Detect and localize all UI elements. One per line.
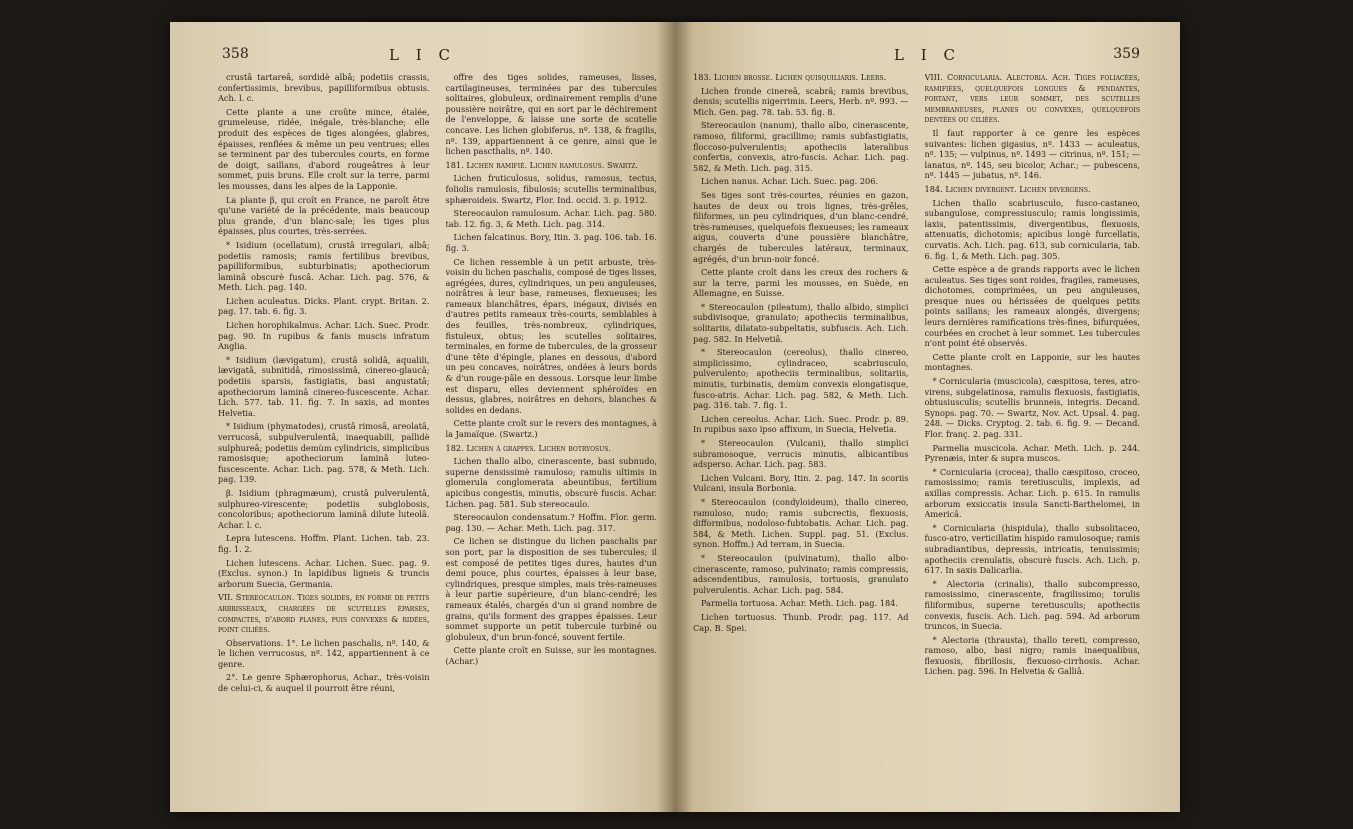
paragraph: β. Isidium (phragmæum), crustâ pulverulentâ, sulphureo-virescente; podetiis subglobosis, concoloribus; apotheciorum laminâ dilute luteolâ. Achar. l. c. [218,487,430,530]
paragraph: Cette plante croît sur le revers des montagnes, à la Jamaïque. (Swartz.) [445,418,657,439]
paragraph: Cette plante croît en Lapponie, sur les hautes montagnes. [924,351,1140,373]
paragraph: Lichen nanus. Achar. Lich. Suec. pag. 206. [701,176,879,187]
right-column-2 [925,72,1141,784]
paragraph: Cette plante a une croûte mince, étalée, grumeleuse, ridée, inégale, très-blanche; elle produit des espèces de tiges alongées, glabres, épaisses, renflées & même un peu ventrues; elles se terminent par des tubercules courts, en forme de doigt, saillans, d'abord rougeâtres à leur sommet, puis bruns. Elle croît sur la terre, parmi les mousses, dans les alpes de la Lapponie. [218,106,430,191]
paragraph: Stereocaulon condensatum.? Hoffm. Flor. germ. pag. 130. — Achar. Meth. Lich. pag. 317. [445,512,657,533]
paragraph: Ce lichen ressemble à un petit arbuste, très-voisin du lichen paschalis, composé de tiges lisses, agrégées, dures, cylindriques, un peu anguleuses, noirâtres à leur base, rameuses, flexueuses; les rameaux blanchâtres, épars, inégaux, divisés en d'autres petits rameaux très-courts, semblables à des feuilles, très-nombreux, cylindriques, fistuleux, obtus; les scutelles solitaires, terminales, en forme de tubercules, de la grosseur d'une tête d'épingle, planes en dessous, d'abord un peu concaves, noirâtres, ondées à leurs bords & d'un rouge-pâle en dessous. Lorsque leur limbe est disparu, elles deviennent sphéroïdes en dessus, glabres, noirâtres en dehors, blanches & solides en dedans. [445,256,657,415]
paragraph: * Cornicularia (muscicola), cæspitosa, teres, atro-virens, subgelatinosa, ramulis flexuosis, fastigiatis, obtusiusculis; scutellis brunneis, integris. Decand. Synops. pag. 70. — Swartz, Nov. Act. Upsal. 4. pag. 248. — Dicks. Cryptog. 2. tab. 6. fig. 9. — Decand. Flor. franç. 2. pag. 331. [924,376,1140,439]
paragraph: Observations. 1°. Le lichen paschalis, nº. 140, & le lichen verrucosus, nº. 142, appartiennent à ce genre. [218,637,430,669]
left-page [170,22,675,812]
paragraph: 2°. Le genre Sphærophorus, Achar., très-voisin de celui-ci, & auquel il pourroit être réuni, [218,672,430,694]
paragraph: * Cornicularia (crocea), thallo cæspitoso, croceo, ramosissimo; ramis teretiusculis, implexis, ad axillas compressis. Achar. Lich. p. 615. In ramulis arborum exsiccatis insula Sancti-Barthelomei, in Americâ. [924,466,1140,520]
entry-heading: 183. Lichen brosse. Lichen quisquiliaris. Leers. [693,72,887,82]
paragraph: * Alectoria (crinalis), thallo subcompresso, ramosissimo, cinerascente, fragilissimo; torulis filiformibus, superne teretiusculis; apotheciis convexis, fuscis. Ach. Lich. pag. 594. Ad arborum truncos, in Suecia. [924,578,1140,632]
right-running-title: L I C [894,46,961,64]
paragraph: Lichen horophikalmus. Achar. Lich. Suec. Prodr. pag. 90. In rupibus & fanis muscis infratum Anglia. [218,320,430,352]
paragraph: offre des tiges solides, rameuses, lisses, cartilagineuses, terminées par des tubercules solitaires, globuleux, ordinairement remplis d'une poussière noirâtre, qui en sort par le déchirement de l'enveloppe, & laisse une sorte de scutelle concave. Les lichen globiferus, nº. 138, & fragilis, nº. 139, appartiennent à ce genre, ainsi que le lichen pascthalis, nº. 140. [445,72,657,157]
paragraph: Lichen Vulcani. Bory, Itin. 2. pag. 147. In scoriis Vulcani, insula Borbonia. [693,472,909,494]
paragraph: Cette espèce a de grands rapports avec le lichen aculeatus. Ses tiges sont roides, fragiles, rameuses, dichotomes, comprimées, un peu anguleuses, presque nues ou hérissées de quelques petits points saillans; les rameaux alongés, divergens; leurs dernières ramifications très-fines, bifurquées, courbées en crochet à leur sommet. Les tubercules n'ont point été observés. [924,264,1140,349]
paragraph: Cette plante croît dans les creux des rochers & sur la terre, parmi les mousses, en Suède, en Allemagne, en Suisse. [693,267,909,299]
paragraph: Il faut rapporter à ce genre les espèces suivantes: lichen gigasius, nº. 1433 — aculeatus, nº. 135; — vulpinus, nº. 1493 — citrinus, nº. 151; — lanatus, nº. 145, seu bicolor, Achar.; — pubescens, nº. 1445 — jubatus, nº. 146. [924,127,1140,181]
paragraph: * Stereocaulon (Vulcani), thallo simplici subramosoque, verrucis minutis, albicantibus adsperso. Achar. Lich. pag. 583. [693,438,909,470]
paragraph: Lichen aculeatus. Dicks. Plant. crypt. Britan. 2. pag. 17. tab. 6. fig. 3. [218,295,430,317]
paragraph: Lichen fronde cinereâ, scabrâ; ramis brevibus, densis; scutellis nigerrimis. Leers, Herb. nº. 993. — Mich. Gen. pag. 78. tab. 53. fig. 8. [693,85,909,117]
paragraph: crustâ tartareâ, sordidè albâ; podetiis crassis, confertissimis, brevibus, papilliformibus obtusis. Ach. l. c. [218,72,430,104]
paragraph: Lichen thallo albo, cinerascente, basi subnudo, superne densissimè ramuloso; ramulis ultimis in glomerula conglomerata abeuntibus, fertilium apicibus congestis, minutis, obscurè fuscis. Achar. Lichen. pag. 581. Sub stereocaulo. [445,456,657,509]
paragraph: * Alectoria (thrausta), thallo tereti, compresso, ramoso, albo, basi nigro; ramis inaequalibus, flexuosis, fibrillosis, flexuoso-cirrhosis. Achar. Lichen. pag. 596. In Helvetia & Galliâ. [924,634,1140,677]
left-column-1 [218,72,430,784]
paragraph: Lepra lutescens. Hoffm. Plant. Lichen. tab. 23. fig. 1. 2. [218,533,430,554]
paragraph: * Cornicularia (hispidula), thallo subsolitaceo, fusco-atro, verticillatim hispido ramulosoque; ramis subradiantibus, depressis, intricatis, tenuissimis; apotheciis crenulatis, obscurè fuscis. Ach. Lich. p. 617. In saxis Dalicarlia. [924,522,1140,576]
left-running-title: L I C [389,46,456,64]
paragraph: Lichen falcatinus. Bory, Itin. 3. pag. 106. tab. 16. fig. 3. [445,232,657,253]
paragraph: Lichen cereolus. Achar. Lich. Suec. Prodr. p. 89. In rupibus saxo ipso affixum, in Suecia, Helvetia. [693,413,909,435]
paragraph: * Stereocaulon (pileatum), thallo albido, simplici subdivisoque, granulato; apotheciis terminalibus, solitariis, dilatato-subpeltatis, subfuscis. Ach. Lich. pag. 582. In Helvetiâ. [693,301,909,344]
paragraph: Lichen tortuosus. Thunb. Prodr. pag. 117. Ad Cap. B. Spei. [693,611,909,633]
left-columns [218,72,657,784]
entry-heading: 184. Lichen divergent. Lichen divergens. [924,183,1091,194]
right-column-1 [693,72,909,784]
entry-heading: 181. Lichen ramifié. Lichen ramulosus. Swartz. [445,159,638,170]
paragraph: * Stereocaulon (condyloideum), thallo cinereo, ramuloso, nudo; ramis subcrectis, flexuosis, difformibus, nodoloso-fubtobatis. Achar. Lich. pag. 584, & Meth. Lichen. Suppl. pag. 51. (Exclus. synon. Hoffm.) Ad terram, in Suecia. [693,496,909,550]
book-spread [170,22,1180,812]
section-heading-cornicularia: VIII. Cornicularia. Alectoria. Ach. Tiges foliacées, ramifiées, quelquefois longues & pendantes, portant, vers leur sommet, des scutelles membraneuses, planes ou convexes, quelquefois dentées ou ciliées. [924,72,1140,125]
paragraph: La plante β, qui croît en France, ne paroît être qu'une variété de la précédente, mais beaucoup plus grande, d'un blanc-sale; les tiges plus épaisses, plus courtes, très-serrées. [218,194,430,237]
paragraph: * Stereocaulon (pulvinatum), thallo albo-cinerascente, ramoso, pulvinato; ramis compressis, adscendentibus, ramulosis, tortuosis, granulato pulverulentis. Achar. Lich. pag. 584. [693,552,909,595]
paragraph: Parmelia tortuosa. Achar. Meth. Lich. pag. 184. [701,598,898,609]
right-page-header [675,46,1180,68]
left-column-2 [446,72,658,784]
paragraph: Lichen fruticulosus, solidus, ramosus, tectus, foliolis ramulosis, fibulosis; scutellis terminalibus, sphæroideis. Swartz, Flor. Ind. occid. 3. p. 1912. [445,173,657,205]
paragraph: Stereocaulon ramulosum. Achar. Lich. pag. 580. tab. 12. fig. 3, & Meth. Lich. pag. 314. [445,208,657,229]
left-page-header [170,46,675,68]
paragraph: * Isidium (phymatodes), crustâ rimosâ, areolatâ, verrucosâ, subpulverulentâ, inaequabili, pallidè sulphureâ; podetiis demùm cylindricis, simplicibus ramosisque; apotheciorum laminâ luteo-fuscescente. Achar. Lich. pag. 578, & Meth. Lich. pag. 139. [218,421,430,485]
paragraph: Cette plante croît en Suisse, sur les montagnes. (Achar.) [445,645,657,666]
paragraph: Lichen thallo scabriusculo, fusco-castaneo, subangulose, compressiusculo; ramis longissimis, laxis, patentissimis, divergentibus, flexuosis, attenuatis, dichotomis; apicibus longè furcellatis, curvatis. Ach. Lich. pag. 613, sub cornicularia, tab. 6. fig. 1, & Meth. Lich. pag. 305. [924,197,1140,261]
paragraph: Stereocaulon (nanum), thallo albo, cinerascente, ramoso, filiformi, gracillimo; ramis subfastigiatis, floccoso-pulverulentis; apotheciis lateralibus confertis, convexis, atro-fuscis. Achar. Lich. pag. 582, & Meth. Lich. pag. 315. [693,120,909,173]
paragraph: * Isidium (ocellatum), crustâ irregulari, albâ; podetiis ramosis; ramis fertilibus brevibus, papilliformibus, subturbinatis; apotheciorum laminâ obscurè fuscâ. Achar. Lich. pag. 576, & Meth. Lich. pag. 140. [218,239,430,293]
paragraph: Lichen lutescens. Achar. Lichen. Suec. pag. 9. (Exclus. synon.) In lapidibus ligneis & truncis arborum Suecia, Germania. [218,557,430,589]
left-page-number: 358 [222,46,249,62]
paragraph: * Isidium (lævigatum), crustâ solidâ, aqualili, lævigatâ, subnitidâ, rimosissimâ, cinereo-glaucâ; podetiis sparsis, fastigiatis, basi angustatâ; apotheciorum laminâ cinereo-fuscescente. Achar. Lich. 577. tab. 11. fig. 7. In saxis, ad montes Helvetia. [218,354,430,418]
right-page [675,22,1180,812]
paragraph: * Stereocaulon (cereolus), thallo cinereo, simplicissimo, cylindraceo, scabriusculo, pulverulento; apotheciis terminalibus, solitariis, minutis, turbinatis, demùm convexis elongatisque, fusco-atris. Achar. Lich. pag. 582, & Meth. Lich. pag. 316. tab. 7. fig. 1. [693,347,909,411]
section-heading-stereocaulon: VII. Stereocaulon. Tiges solides, en forme de petits arbrisseaux, chargées de scutelles éparses, compactes, d'abord planes, puis convexes & ridées, point ciliées. [218,592,430,635]
paragraph: Parmelia muscicola. Achar. Meth. Lich. p. 244. Pyrenæis, inter & supra muscos. [924,442,1140,464]
right-page-number: 359 [1113,46,1140,62]
entry-heading: 182. Lichen à grappes. Lichen botryosus. [445,442,611,453]
right-columns [693,72,1140,784]
paragraph: Ses tiges sont très-courtes, réunies en gazon, hautes de deux ou trois lignes, très-grêles, filiformes, un peu cylindriques, d'un blanc-cendré, très-rameuses, quelquefois flexueuses; les rameaux aigus, couverts d'une poussière blanchâtre, chargés de tubercules latéraux, terminaux, agrégés, d'un brun-noir foncé. [693,189,909,264]
paragraph: Ce lichen se distingue du lichen paschalis par son port, par la disposition de ses tubercules; il est composé de petites tiges dures, hautes d'un demi pouce, plus courtes, épaisses à leur base, cylindriques, presque simples, mais très-rameuses à leur partie supérieure, d'un blanc-cendré; les rameaux étalés, chargés d'un si grand nombre de grains, qu'ils forment des grappes épaisses. Leur sommet supporte un petit tubercule turbiné ou globuleux, d'un brun-foncé, souvent fertile. [445,536,657,642]
